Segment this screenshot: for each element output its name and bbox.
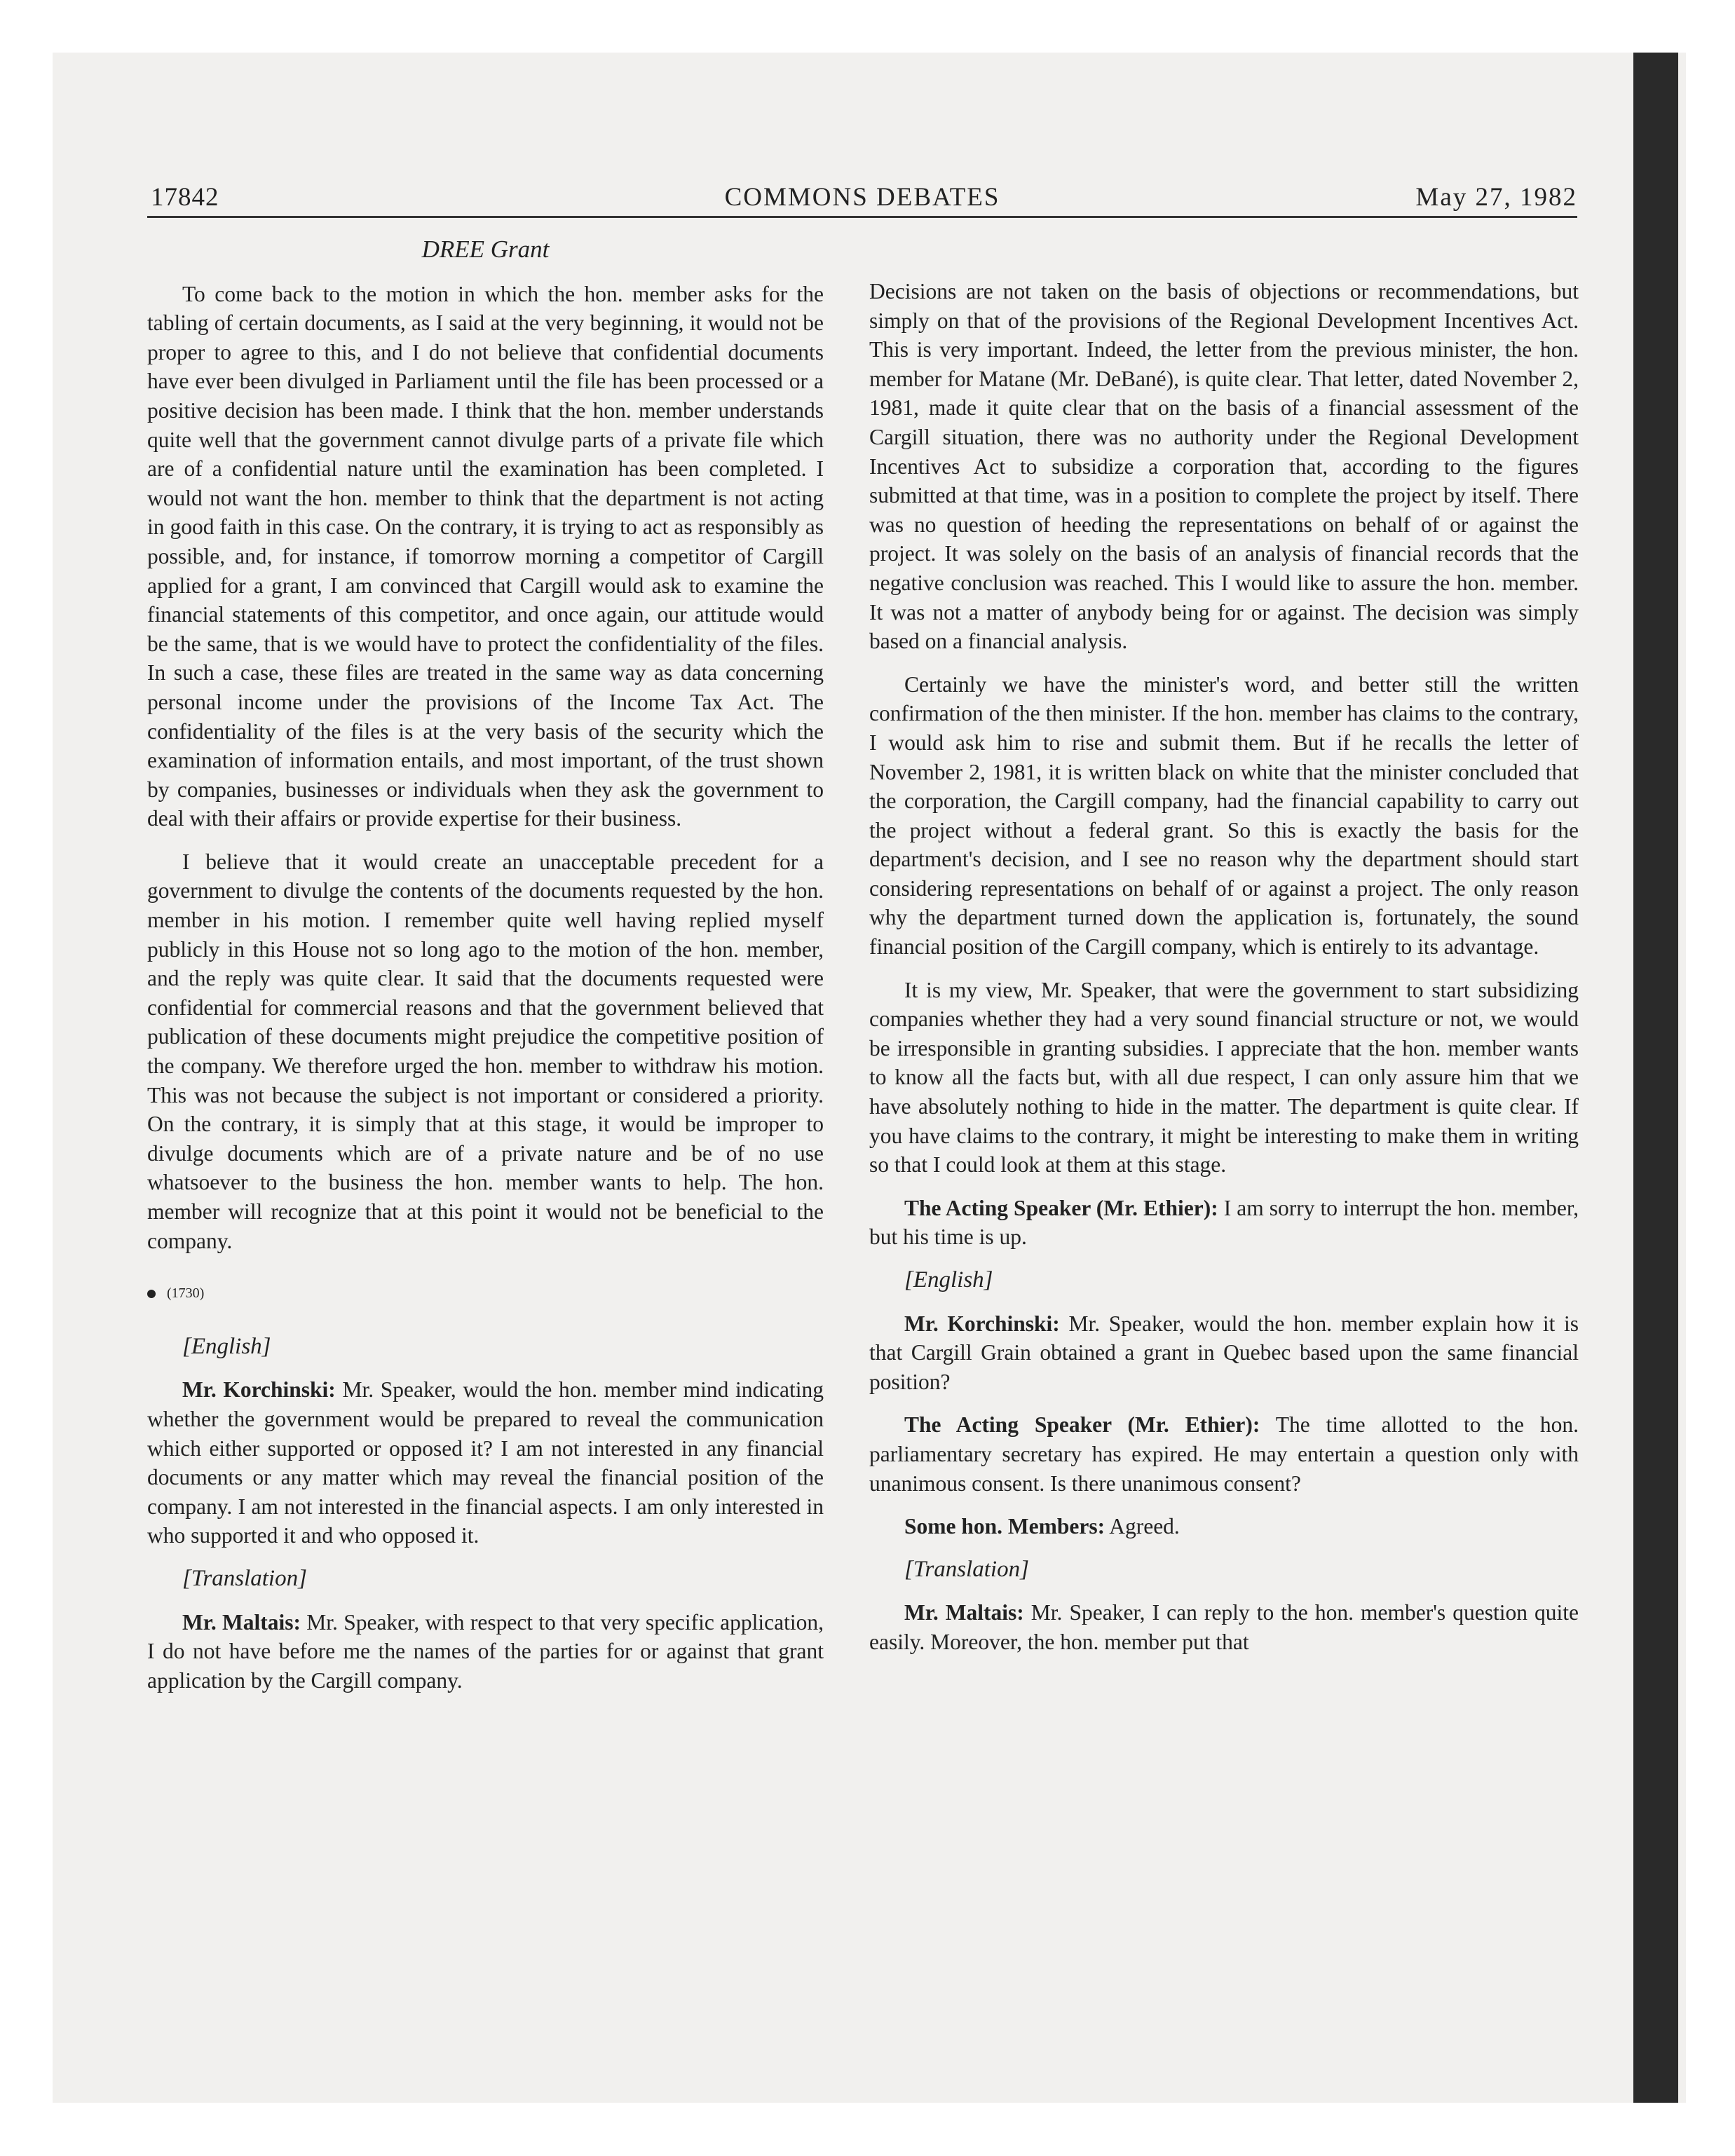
speaker-name: The Acting Speaker (Mr. Ethier): [904, 1412, 1260, 1438]
paragraph: I believe that it would create an unacceptable precedent for a government to divulge the contents of the documents requested by the hon. member in his motion. I remember quite well having replied myself publicly in this House not so long ago to the motion of the hon. member, and the reply was quite clear. It said that the documents requested were confidential for commercial reasons and that the government believed that publication of these documents might prejudice the competitive position of the company. We therefore urged the hon. member to withdraw his motion. This was not because the subject is not important or considered a priority. On the contrary, it is simply that at this stage, it would be improper to divulge documents which are of a private nature and be of no use whatsoever to the business the hon. member wants to help. The hon. member will recognize that at this point it would not be beneficial to the company. [147, 849, 824, 1253]
timestamp [147, 1279, 824, 1309]
left-column [147, 235, 824, 1709]
speech-text: Mr. Speaker, would the hon. member explain how it is that Cargill Grain obtained a grant in Quebec based upon the same financial position? [869, 1311, 1579, 1394]
sitting-date: May 27, 1982 [1415, 183, 1577, 212]
language-marker: [English] [904, 1267, 993, 1292]
paragraph: It is my view, Mr. Speaker, that were the government to start subsidizing companies whether they had a very sound financial structure or not, we would be irresponsible in granting subsidies. I appreciate that the hon. member wants to know all the facts but, with all due respect, I can only assure him that we have absolutely nothing to hide in the matter. The department is quite clear. If you have claims to the contrary, it might be interesting to make them in writing so that I could look at them at this stage. [869, 977, 1579, 1178]
speech-text: Agreed. [1105, 1514, 1180, 1539]
speaker-name: Mr. Maltais: [182, 1609, 301, 1635]
paragraph: Decisions are not taken on the basis of objections or recommendations, but simply on that of the provisions of the Regional Development Incentives Act. This is very important. Indeed, the letter from the previous minister, the hon. member for Matane (Mr. DeBané), is quite clear. That letter, dated November 2, 1981, made it quite clear that on the basis of a financial assessment of the Cargill situation, there was no authority under the Regional Development Incentives Act to subsidize a corporation that, according to the figures submitted at that time, was in a position to complete the project by itself. There was no question of heeding the representations on behalf of or against the project. It was solely on the basis of an analysis of financial records that the negative conclusion was reached. This I would like to assure the hon. member. It was not a matter of anybody being for or against. The decision was simply based on a financial analysis. [869, 279, 1579, 654]
speech-paragraph [869, 1598, 1579, 1656]
speaker-name: Mr. Korchinski: [904, 1311, 1060, 1336]
language-marker: [Translation] [182, 1565, 307, 1591]
speech-text: I am sorry to interrupt the hon. member, but his time is up. [869, 1195, 1579, 1250]
speaker-name: Some hon. Members: [904, 1514, 1105, 1539]
bullet-icon [147, 1290, 156, 1298]
speech-text: Mr. Speaker, with respect to that very specific application, I do not have before me the names of the parties for or against that grant application by the Cargill company. [147, 1609, 824, 1693]
language-marker: [Translation] [904, 1556, 1029, 1582]
speaker-name: Mr. Maltais: [904, 1600, 1024, 1625]
speech-paragraph [869, 1512, 1579, 1541]
language-marker: [English] [182, 1333, 271, 1359]
speech-paragraph [869, 1309, 1579, 1397]
speech-paragraph [147, 1375, 824, 1550]
speech-paragraph [147, 1608, 824, 1696]
speaker-name: Mr. Korchinski: [182, 1377, 336, 1403]
right-column [869, 277, 1579, 1671]
speech-text: The time allotted to the hon. parliamentary secretary has expired. He may entertain a question only with unanimous consent. Is there unanimous consent? [869, 1412, 1579, 1496]
paragraph: To come back to the motion in which the hon. member asks for the tabling of certain documents, as I said at the very beginning, it would not be proper to agree to this, and I do not believe that confidential documents have ever been divulged in Parliament until the file has been processed or a positive decision has been made. I think that the hon. member understands quite well that the government cannot divulge parts of a private file which are of a confidential nature until the examination has been completed. I would not want the hon. member to think that the department is not acting in good faith in this case. On the contrary, it is trying to act as responsibly as possible, and, for instance, if tomorrow morning a competitor of Cargill applied for a grant, I am convinced that Cargill would ask to examine the financial statements of this competitor, and once again, our attitude would be the same, that is we would have to protect the confidentiality of the files. In such a case, these files are treated in the same way as data concerning personal income under the provisions of the Income Tax Act. The confidentiality of the files is at the very basis of the security which the examination of information entails, and most important, of the trust shown by companies, businesses or individuals when they ask the government to deal with their affairs or provide expertise for their business. [147, 281, 824, 831]
speaker-name: The Acting Speaker (Mr. Ethier): [904, 1195, 1218, 1220]
timestamp-text: (1730) [167, 1285, 205, 1302]
page-header [147, 182, 1577, 218]
speech-paragraph [869, 1410, 1579, 1498]
speech-paragraph [869, 1194, 1579, 1252]
speech-text: Mr. Speaker, would the hon. member mind indicating whether the government would be prepared to reveal the communication which either supported or opposed it? I am not interested in any financial documents or any matter which may reveal the financial position of the company. I am not interested in the financial aspects. I am only interested in who supported it and who opposed it. [147, 1377, 824, 1548]
scan-edge-bar [1633, 53, 1678, 2103]
speech-text: Mr. Speaker, I can reply to the hon. member's question quite easily. Moreover, the hon. member put that [869, 1600, 1579, 1654]
page-number: 17842 [151, 183, 219, 212]
paragraph: Certainly we have the minister's word, and better still the written confirmation of the then minister. If the hon. member has claims to the contrary, I would ask him to rise and submit them. But if he recalls the letter of November 2, 1981, it is written black on white that the minister concluded that the corporation, the Cargill company, had the financial capability to carry out the project without a federal grant. So this is exactly the basis for the department's decision, and I see no reason why the department should start considering representations on behalf of or against a project. The only reason why the department turned down the application is, fortunately, the sound financial position of the Cargill company, which is entirely to its advantage. [869, 671, 1579, 960]
publication-title: COMMONS DEBATES [724, 183, 1000, 212]
section-subhead: DREE Grant [421, 236, 550, 263]
